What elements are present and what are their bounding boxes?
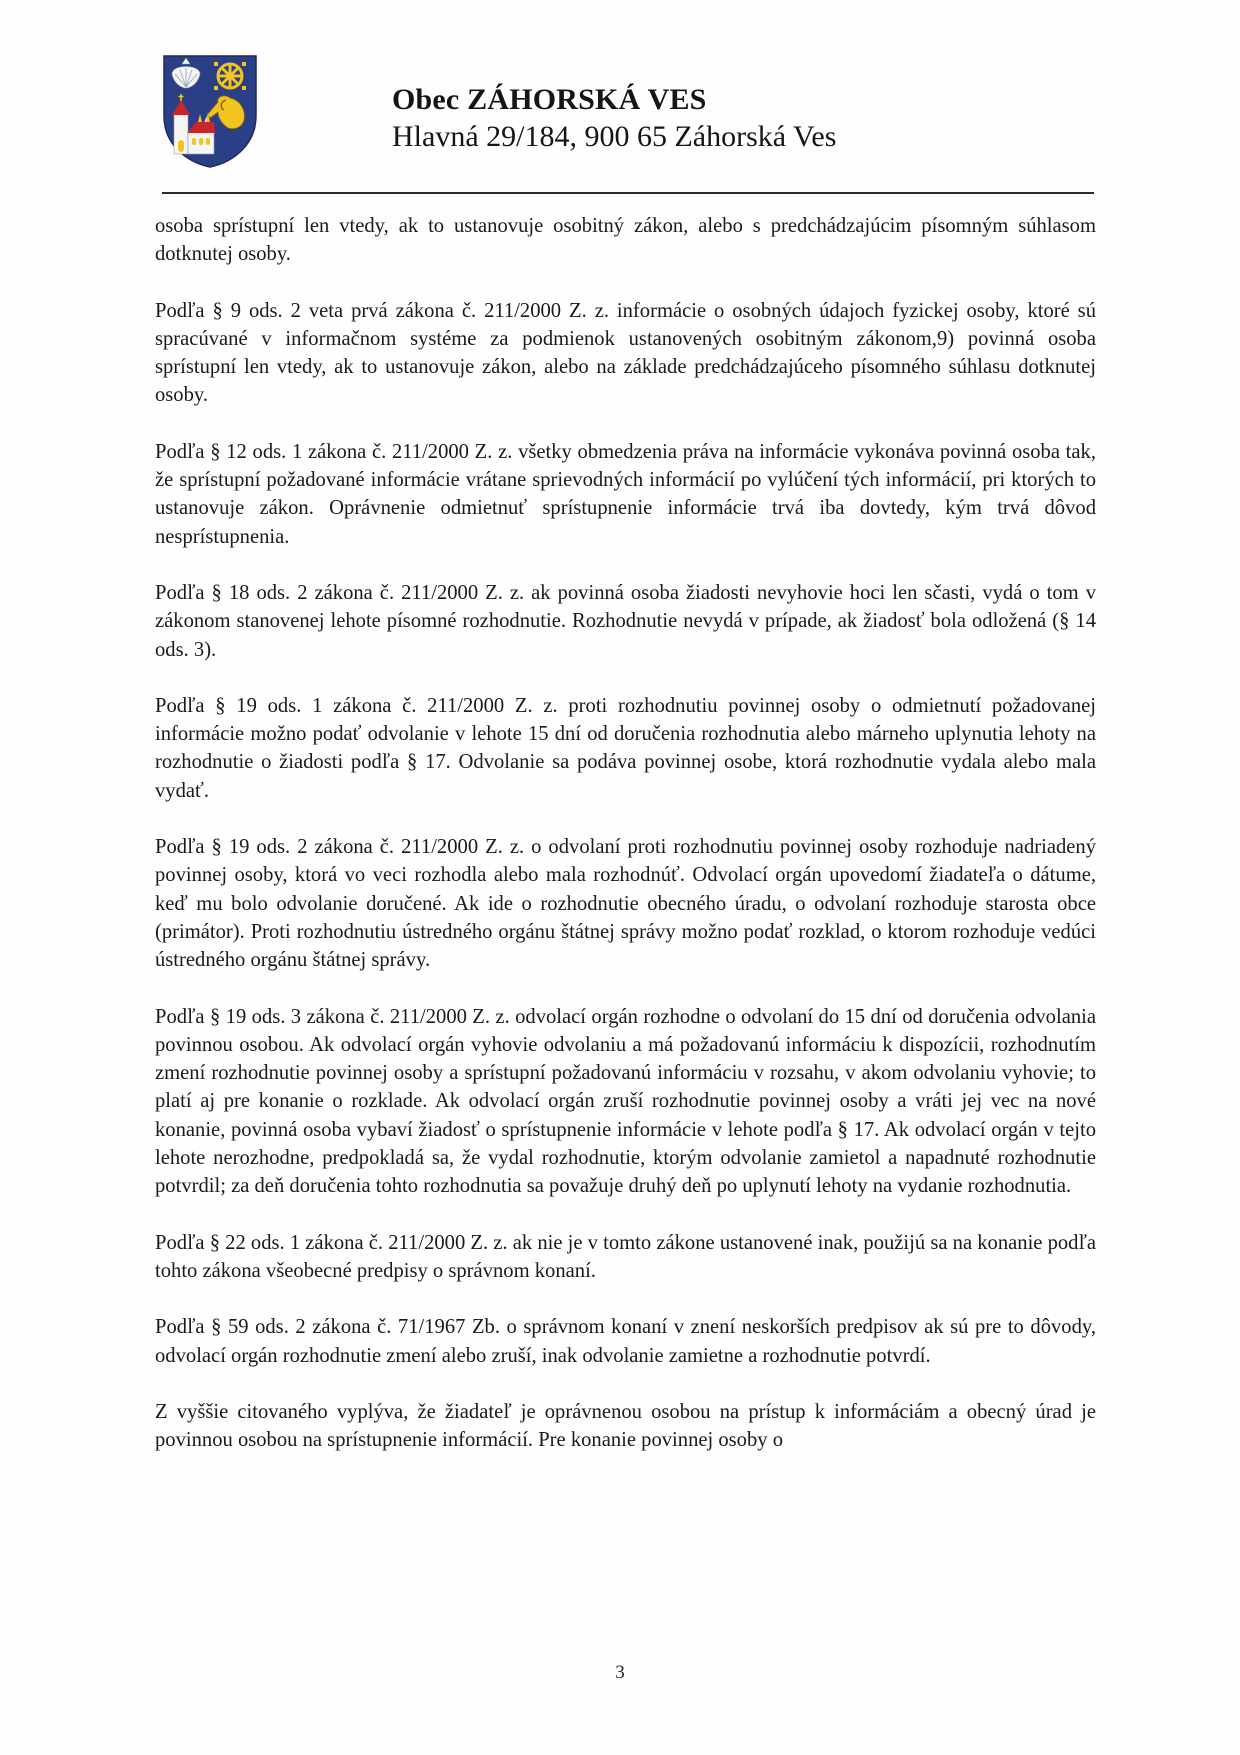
document-body xyxy=(155,212,1096,1482)
paragraph-section-59-2: Podľa § 59 ods. 2 zákona č. 71/1967 Zb. o správnom konaní v znení neskorších predpisov ak sú pre to dôvody, odvolací orgán rozhodnutie zmení alebo zruší, inak odvolanie zamietne a rozhodnutie potvrdí. xyxy=(155,1316,1096,1367)
page-number: 3 xyxy=(615,1662,625,1683)
paragraph-section-9-2: Podľa § 9 ods. 2 veta prvá zákona č. 211/2000 Z. z. informácie o osobných údajoch fyzickej osoby, ktoré sú spracúvané v informačnom systéme za podmienok ustanovených osobitným zákonom,9) povinná osoba sprístupní len vtedy, ak to ustanovuje zákon, alebo na základe predchádzajúceho písomného súhlasu dotknutej osoby. xyxy=(155,299,1096,407)
organization-name: Obec ZÁHORSKÁ VES xyxy=(392,83,707,116)
coat-of-arms-icon xyxy=(160,52,260,170)
paragraph-section-22-1: Podľa § 22 ods. 1 zákona č. 211/2000 Z. z. ak nie je v tomto zákone ustanovené inak, použijú sa na konanie podľa tohto zákona všeobecné predpisy o správnom konaní. xyxy=(155,1231,1096,1282)
organization-address: Hlavná 29/184, 900 65 Záhorská Ves xyxy=(392,120,837,153)
paragraph-continuation: osoba sprístupní len vtedy, ak to ustanovuje osobitný zákon, alebo s predchádzajúcim písomným súhlasom dotknutej osoby. xyxy=(155,215,1096,266)
header-divider xyxy=(162,192,1094,194)
paragraph-section-19-2: Podľa § 19 ods. 2 zákona č. 211/2000 Z. z. o odvolaní proti rozhodnutiu povinnej osoby rozhoduje nadriadený povinnej osoby, ktorá vo veci rozhodla alebo mala rozhodnúť. Odvolací orgán upovedomí žiadateľa o dátume, keď mu bolo odvolanie doručené. Ak ide o rozhodnutie obecného úradu, o odvolaní rozhoduje starosta obce (primátor). Proti rozhodnutiu ústredného orgánu štátnej správy možno podať rozklad, o ktorom rozhoduje vedúci ústredného orgánu štátnej správy. xyxy=(155,836,1096,972)
paragraph-conclusion: Z vyššie citovaného vyplýva, že žiadateľ je oprávnenou osobou na prístup k informáciám a obecný úrad je povinnou osobou na sprístupnenie informácií. Pre konanie povinnej osoby o xyxy=(155,1400,1096,1452)
paragraph-section-18-2: Podľa § 18 ods. 2 zákona č. 211/2000 Z. z. ak povinná osoba žiadosti nevyhovie hoci len sčasti, vydá o tom v zákonom stanovenej lehote písomné rozhodnutie. Rozhodnutie nevydá v prípade, ak žiadosť bola odložená (§ 14 ods. 3). xyxy=(155,581,1096,661)
paragraph-section-19-1: Podľa § 19 ods. 1 zákona č. 211/2000 Z. z. proti rozhodnutiu povinnej osoby o odmietnutí požadovanej informácie možno podať odvolanie v lehote 15 dní od doručenia rozhodnutia alebo márneho uplynutia lehoty na rozhodnutie o žiadosti podľa § 17. Odvolanie sa podáva povinnej osobe, ktorá rozhodnutie vydala alebo mala vydať. xyxy=(155,694,1096,802)
letterhead xyxy=(160,52,1095,192)
letterhead-text xyxy=(392,82,836,156)
paragraph-section-19-3: Podľa § 19 ods. 3 zákona č. 211/2000 Z. z. odvolací orgán rozhodne o odvolaní do 15 dní od doručenia odvolania povinnou osobou. Ak odvolací orgán vyhovie odvolaniu a má požadovanú informáciu k dispozícii, rozhodnutím zmení rozhodnutie povinnej osoby a sprístupní požadovanú informáciu v rozsahu, v akom odvolaniu vyhovie; to platí aj pre konanie o rozklade. Ak odvolací orgán zruší rozhodnutie povinnej osoby a vráti jej vec na nové konanie, povinná osoba vybaví žiadosť o sprístupnenie informácie v lehote podľa § 17. Ak odvolací orgán v tejto lehote nerozhodne, predpokladá sa, že vydal rozhodnutie, ktorým odvolanie zamietol a napadnuté rozhodnutie potvrdil; za deň doručenia tohto rozhodnutia sa považuje druhý deň po uplynutí lehoty na vydanie rozhodnutia. xyxy=(155,1005,1096,1198)
paragraph-section-12-1: Podľa § 12 ods. 1 zákona č. 211/2000 Z. z. všetky obmedzenia práva na informácie vykonáva povinná osoba tak, že sprístupní požadované informácie vrátane sprievodných informácií po vylúčení tých informácií, pri ktorých to ustanovuje zákon. Oprávnenie odmietnuť sprístupnenie informácie trvá iba dovtedy, kým trvá dôvod nesprístupnenia. xyxy=(155,440,1096,548)
